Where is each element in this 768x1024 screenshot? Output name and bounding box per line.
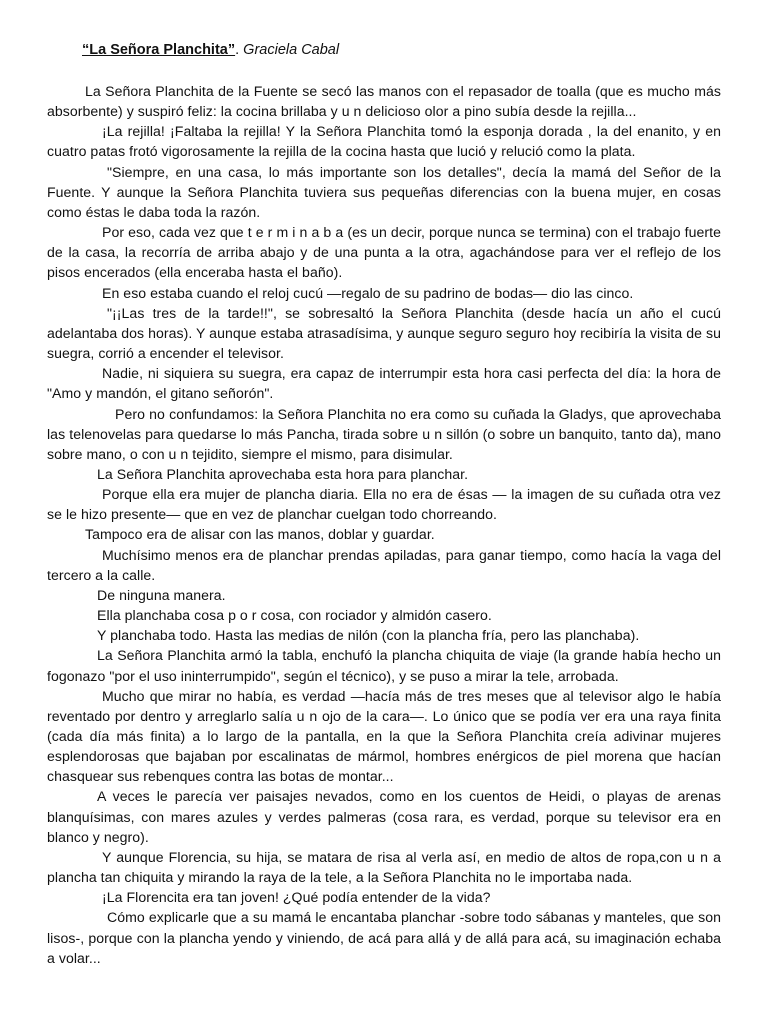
paragraph: La Señora Planchita armó la tabla, enchufó la plancha chiquita de viaje (la grande había hecho un fogonazo "por el uso ininterrumpido", según el técnico), y se puso a mirar la tele, arrobada. [47,647,721,684]
paragraph: De ninguna manera. [97,586,226,603]
paragraph: Cómo explicarle que a su mamá le encantaba planchar -sobre todo sábanas y manteles, que son lisos-, porque con la plancha yendo y viniendo, de acá para allá y de allá para acá, su imaginación echaba a volar... [47,909,721,966]
paragraph: Mucho que mirar no había, es verdad —hacía más de tres meses que al televisor algo le había reventado por dentro y arreglarlo salía u n ojo de la cara—. Lo único que se podía ver era una raya finita (cada día más finita) a lo largo de la pantalla, en la que la Señora Planchita creía adivinar mujeres esplendorosas que bajaban por escalinatas de mármol, hombres enérgicos de piel morena que hacían chasquear sus rebenques contra las botas de montar... [47,687,721,785]
paragraph: Porque ella era mujer de plancha diaria. Ella no era de ésas — la imagen de su cuñada otra vez se le hizo presente— que en vez de planchar cuelgan todo chorreando. [47,486,721,523]
paragraph: Nadie, ni siquiera su suegra, era capaz de interrumpir esta hora casi perfecta del día: la hora de "Amo y mandón, el gitano señorón". [47,365,721,402]
paragraph: Muchísimo menos era de planchar prendas apiladas, para ganar tiempo, como hacía la vaga del tercero a la calle. [47,546,721,583]
paragraph: Tampoco era de alisar con las manos, doblar y guardar. [85,526,435,543]
paragraph: "Siempre, en una casa, lo más importante son los detalles", decía la mamá del Señor de la Fuente. Y aunque la Señora Planchita tuviera sus pequeñas diferencias con la buena mujer, en cosas como éstas le daba toda la razón. [47,163,721,220]
paragraph: Pero no confundamos: la Señora Planchita no era como su cuñada la Gladys, que aprovechaba las telenovelas para quedarse lo más Pancha, tirada sobre u n sillón (o sobre un banquito, tanto da), mano sobre mano, o con u n tejidito, siempre el mismo, para disimular. [47,405,721,462]
paragraph: ¡La rejilla! ¡Faltaba la rejilla! Y la Señora Planchita tomó la esponja dorada , la del enanito, y en cuatro patas frotó vigorosamente la rejilla de la cocina hasta que lució y relució como la plata. [47,123,721,160]
paragraph: En eso estaba cuando el reloj cucú —regalo de su padrino de bodas— dio las cinco. [102,284,634,301]
paragraph: Y aunque Florencia, su hija, se matara de risa al verla así, en medio de altos de ropa,con u n a plancha tan chiquita y mirando la raya de la tele, a la Señora Planchita no le importaba nada. [47,848,721,886]
paragraph: La Señora Planchita aprovechaba esta hora para planchar. [97,465,469,482]
story-title: “La Señora Planchita” [82,42,236,58]
paragraph: ¡La Florencita era tan joven! ¿Qué podía entender de la vida? [102,889,491,906]
paragraph: Y planchaba todo. Hasta las medias de nilón (con la plancha fría, pero las planchaba). [97,627,640,644]
title-separator: . [235,42,244,58]
paragraph: La Señora Planchita de la Fuente se secó las manos con el repasador de toalla (que es mucho más absorbente) y suspiró feliz: la cocina brillaba y u n delicioso olor a pino subía desde la rejilla... [47,83,721,120]
paragraph: Por eso, cada vez que t e r m i n a b a (es un decir, porque nunca se termina) con el trabajo fuerte de la casa, la recorría de arriba abajo y de una punta a la otra, agachándose para ver el reflejo de los pisos encerados (ella enceraba hasta el baño). [47,224,721,281]
paragraph: Ella planchaba cosa p o r cosa, con rociador y almidón casero. [97,607,492,624]
paragraph: "¡¡Las tres de la tarde!!", se sobresaltó la Señora Planchita (desde hacía un año el cucú adelantaba dos horas). Y aunque estaba atrasadísima, y aunque seguro seguro hoy recibiría la visita de su suegra, corrió a encender el televisor. [47,304,721,362]
paragraph: A veces le parecía ver paisajes nevados, como en los cuentos de Heidi, o playas de arenas blanquísimas, con mares azules y verdes palmeras (cosa rara, es verdad, porque su televisor era en blanco y negro). [47,788,721,845]
author-name: Graciela Cabal [243,42,340,58]
title-line [82,40,721,60]
document-page [47,40,721,968]
